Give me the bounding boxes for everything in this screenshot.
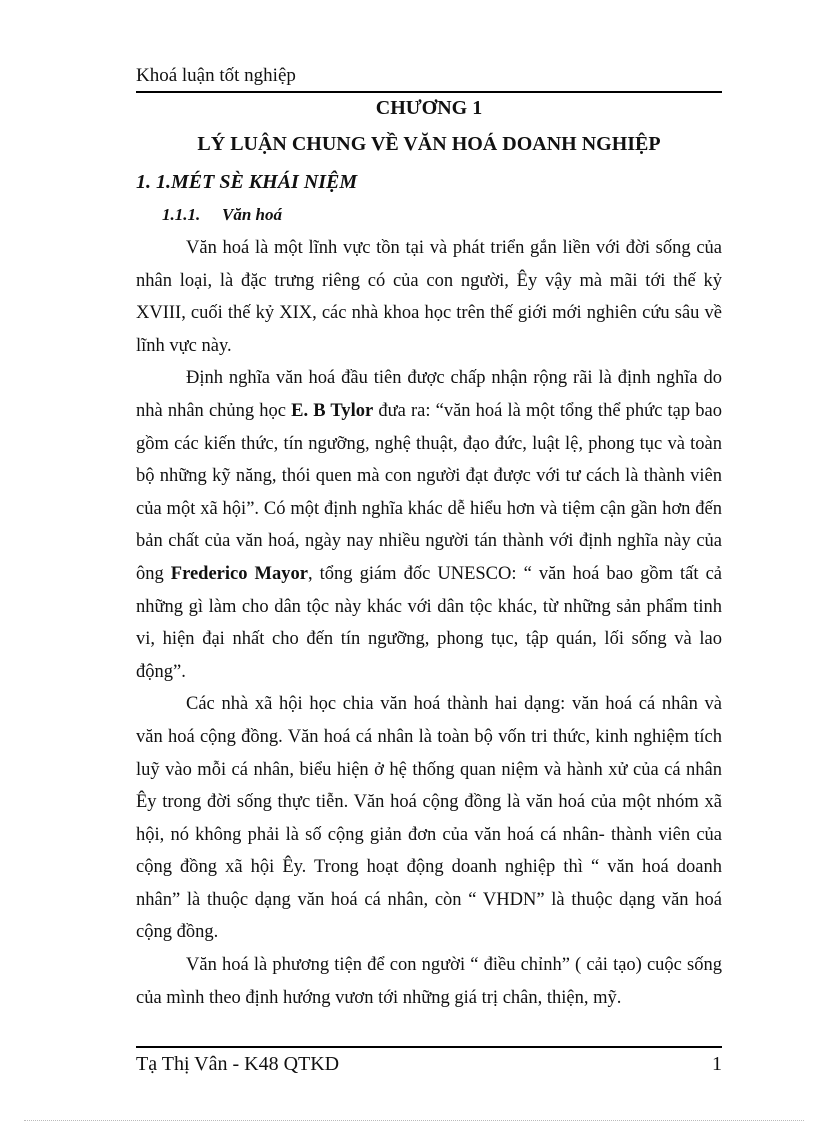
author-name-tylor: E. B Tylor — [291, 400, 374, 421]
header-divider — [136, 91, 722, 93]
chapter-number: CHƯƠNG 1 — [375, 97, 483, 119]
footer-author: Tạ Thị Vân - K48 QTKD — [136, 1053, 340, 1075]
paragraph-2-part-a: Định nghĩa văn hoá đầu tiên được chấp nhận rộng rãi là định nghĩa do nhà nhân chủng học — [136, 368, 722, 421]
paragraph-2-part-b: đưa ra: “văn hoá là một tổng thể phức tạp bao gồm các kiến thức, tín ngưỡng, nghệ thuật, đạo đức, luật lệ, phong tục và toàn bộ những kỹ năng, thói quen mà con người đạt được với tư cách là thành viên của một xã hội”. Có một định nghĩa khác dễ hiểu hơn và tiệm cận gần hơn đến bản chất của văn hoá, ngày nay nhiều người tán thành với định nghĩa này của ông — [136, 400, 722, 584]
subsection-heading — [162, 204, 282, 226]
author-name-mayor: Frederico Mayor — [170, 563, 308, 584]
page-number: 1 — [712, 1053, 722, 1075]
chapter-title: LÝ LUẬN CHUNG VỀ VĂN HOÁ DOANH NGHIỆP — [197, 133, 661, 155]
footer-divider — [136, 1046, 722, 1048]
paragraph-2 — [136, 362, 722, 688]
paragraph-1: Văn hoá là một lĩnh vực tồn tại và phát triển gắn liền với đời sống của nhân loại, là đặc trưng riêng có của con người, Êy vậy mà mãi tới thế kỷ XVIII, cuối thế kỷ XIX, các nhà khoa học trên thế giới mới nghiên cứu sâu về lĩnh vực này. — [136, 238, 722, 356]
paragraph-3: Các nhà xã hội học chia văn hoá thành hai dạng: văn hoá cá nhân và văn hoá cộng đồng. Văn hoá cá nhân là toàn bộ vốn tri thức, kinh nghiệm tích luỹ vào mỗi cá nhân, biểu hiện ở hệ thống quan niệm và hành xử của cá nhân Êy trong đời sống thực tiễn. Văn hoá cộng đồng là văn hoá của một nhóm xã hội, nó không phải là số cộng giản đơn của văn hoá cá nhân- thành viên của cộng đồng xã hội Êy. Trong hoạt động doanh nghiệp thì “ văn hoá doanh nhân” là thuộc dạng văn hoá cá nhân, còn “ VHDN” là thuộc dạng văn hoá cộng đồng. — [136, 694, 722, 943]
running-header: Khoá luận tốt nghiệp — [136, 65, 296, 86]
paragraph-2-part-c: , tổng giám đốc UNESCO: “ văn hoá bao gồm tất cả những gì làm cho dân tộc này khác với dân tộc khác, từ những sản phẩm tinh vi, hiện đại nhất cho đến tín ngưỡng, phong tục, tập quán, lối sống và lao động”. — [136, 563, 722, 682]
paragraph-4: Văn hoá là phương tiện để con người “ điều chỉnh” ( cải tạo) cuộc sống của mình theo định hướng vươn tới những giá trị chân, thiện, mỹ. — [136, 955, 722, 1008]
body-text — [136, 232, 722, 1014]
subsection-number: 1.1.1. — [162, 205, 201, 224]
page-edge-dotted-line — [24, 1120, 804, 1121]
subsection-title: Văn hoá — [222, 205, 282, 224]
section-heading: 1. 1.MÉT SÈ KHÁI NIỆM — [136, 171, 358, 193]
